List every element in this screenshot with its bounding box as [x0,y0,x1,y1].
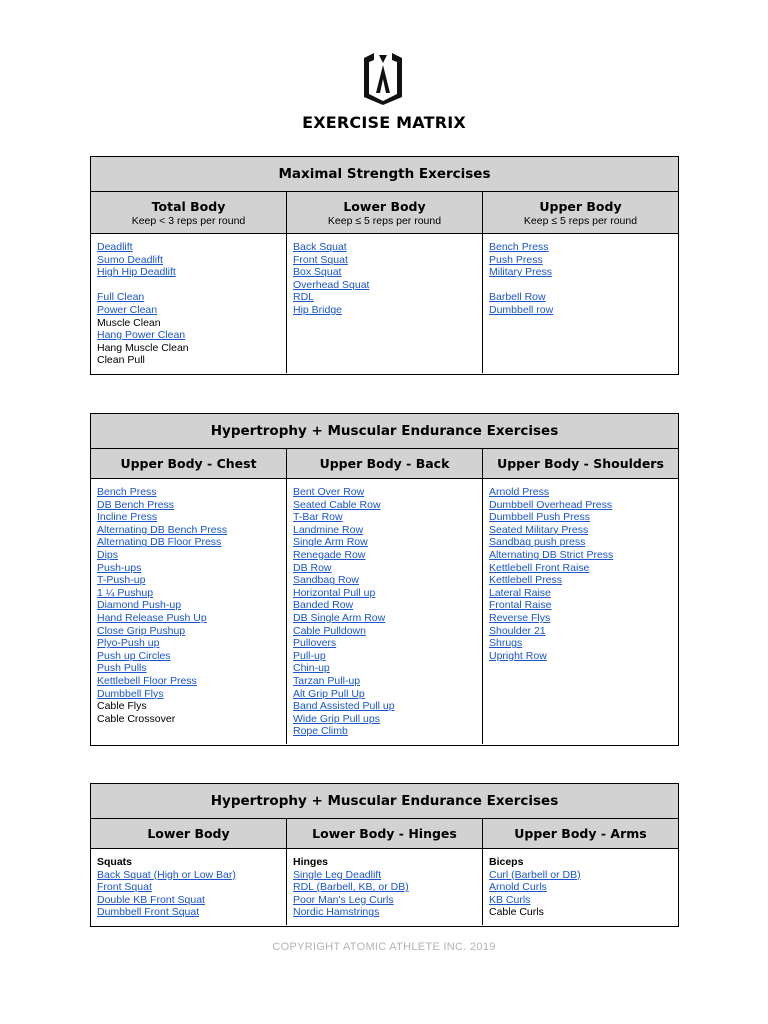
column-title: Upper Body [539,198,622,214]
column-title: Upper Body - Arms [514,826,647,841]
exercise-link[interactable]: Rope Climb [293,725,348,738]
exercise-link[interactable]: Nordic Hamstrings [293,906,380,919]
exercise-link[interactable]: Renegade Row [293,548,366,561]
exercise-link[interactable]: Incline Press [97,511,158,524]
exercise-link[interactable]: Push up Circles [97,649,171,662]
exercise-link[interactable]: Curl (Barbell or DB) [489,868,581,881]
exercise-link[interactable]: Alternating DB Floor Press [97,536,222,549]
column-headers [91,449,678,479]
exercise-link[interactable]: Push Press [489,253,543,266]
exercise-link[interactable]: Frontal Raise [489,599,552,612]
exercise-link[interactable]: Front Squat [97,881,152,894]
column-header-arms [482,819,678,849]
exercise-link[interactable]: Alternating DB Strict Press [489,548,614,561]
exercise-link[interactable]: Horizontal Pull up [293,586,376,599]
exercise-link[interactable]: Tarzan Pull-up [293,674,361,687]
column-header-hinges [286,819,482,849]
list-spacer [489,279,672,292]
column-header-lower-body [286,192,482,234]
document-title: EXERCISE MATRIX [302,113,466,132]
exercise-link[interactable]: Military Press [489,266,553,279]
exercise-link[interactable]: Push Pulls [97,662,147,675]
exercise-link[interactable]: Kettlebell Press [489,574,562,587]
exercise-link[interactable]: Hip Bridge [293,303,343,316]
exercise-link[interactable]: Poor Man's Leg Curls [293,893,394,906]
exercise-link[interactable]: Overhead Squat [293,278,370,291]
column-header-lower-body [91,819,286,849]
exercise-list [482,234,678,373]
exercise-link[interactable]: Seated Cable Row [293,498,381,511]
exercise-link[interactable]: Seated Military Press [489,523,589,536]
exercise-link[interactable]: T-Push-up [97,574,146,587]
exercise-link[interactable]: Dumbbell Flys [97,687,164,700]
exercise-link[interactable]: Push-ups [97,561,142,574]
hypertrophy-upper-section [90,413,679,746]
column-title: Total Body [151,198,226,214]
exercise-link[interactable]: Sandbag push press [489,536,586,549]
exercise-link[interactable]: Dumbbell Push Press [489,511,590,524]
exercise-link[interactable]: Cable Pulldown [293,624,366,637]
exercise-link[interactable]: KB Curls [489,893,531,906]
exercise-link[interactable]: T-Bar Row [293,511,343,524]
exercise-item: Cable Crossover [97,712,176,725]
column-headers [91,192,678,234]
section-title: Hypertrophy + Muscular Endurance Exercises [91,784,678,819]
column-subtitle: Keep ≤ 5 reps per round [523,214,638,227]
exercise-link[interactable]: Shrugs [489,637,523,650]
exercise-link[interactable]: Kettlebell Floor Press [97,674,197,687]
hypertrophy-lower-section [90,783,679,927]
group-label: Biceps [489,856,524,868]
exercise-link[interactable]: Barbell Row [489,291,546,304]
atomic-athlete-logo-icon [360,50,406,106]
exercise-list [286,234,482,373]
exercise-list [286,479,482,744]
exercise-item: Clean Pull [97,354,145,367]
column-title: Lower Body [343,198,426,214]
exercise-list [91,234,286,373]
list-spacer [97,279,280,292]
group-label: Hinges [293,856,329,868]
maximal-strength-section [90,156,679,375]
exercise-link[interactable]: Arnold Press [489,486,550,498]
exercise-link[interactable]: Alt Grip Pull Up [293,687,365,700]
exercise-link[interactable]: Close Grip Pushup [97,624,186,637]
exercise-link[interactable]: RDL (Barbell, KB, or DB) [293,881,409,894]
exercise-list [482,849,678,925]
exercise-link[interactable]: Kettlebell Front Raise [489,561,590,574]
exercise-link[interactable]: Single Leg Deadlift [293,868,382,881]
exercise-link[interactable]: Diamond Push-up [97,599,182,612]
exercise-link[interactable]: Band Assisted Pull up [293,700,395,713]
exercise-link[interactable]: Bench Press [489,241,549,253]
exercise-link[interactable]: Back Squat [293,241,347,253]
exercise-link[interactable]: Shoulder 21 [489,624,546,637]
exercise-link[interactable]: Pull-up [293,649,326,662]
exercise-link[interactable]: Pullovers [293,637,337,650]
exercise-item: Cable Flys [97,700,147,713]
column-title: Lower Body [147,826,230,841]
column-title: Upper Body - Back [319,456,450,471]
column-bodies [91,479,678,744]
exercise-item: Hang Muscle Clean [97,341,189,354]
exercise-link[interactable]: High Hip Deadlift [97,266,176,279]
exercise-link[interactable]: Dumbbell Front Squat [97,906,200,919]
exercise-link[interactable]: Dumbbell row [489,303,554,316]
exercise-link[interactable]: Lateral Raise [489,586,551,599]
exercise-link[interactable]: Front Squat [293,253,348,266]
exercise-link[interactable]: Chin-up [293,662,330,675]
exercise-link[interactable]: Double KB Front Squat [97,893,205,906]
exercise-list [91,849,286,925]
column-title: Upper Body - Shoulders [497,456,664,471]
exercise-link[interactable]: DB Bench Press [97,498,175,511]
column-subtitle: Keep < 3 reps per round [131,214,246,227]
exercise-list [482,479,678,744]
exercise-link[interactable]: Power Clean [97,303,158,316]
exercise-link[interactable]: DB Row [293,561,332,574]
exercise-list [286,849,482,925]
exercise-list [91,479,286,744]
exercise-item: Cable Curls [489,906,544,919]
exercise-link[interactable]: RDL [293,291,315,304]
exercise-link[interactable]: Upright Row [489,649,547,662]
exercise-link[interactable]: Banded Row [293,599,354,612]
exercise-link[interactable]: 1 ¼ Pushup [97,586,154,599]
exercise-link[interactable]: Full Clean [97,291,145,304]
exercise-link[interactable]: Dips [97,548,119,561]
exercise-link[interactable]: Reverse Flys [489,611,551,624]
exercise-link[interactable]: Bench Press [97,486,157,498]
column-header-total-body [91,192,286,234]
exercise-link[interactable]: Plyo-Push up [97,637,160,650]
exercise-link[interactable]: Deadlift [97,241,133,253]
exercise-link[interactable]: Back Squat (High or Low Bar) [97,868,236,881]
exercise-link[interactable]: Bent Over Row [293,486,365,498]
exercise-link[interactable]: Box Squat [293,266,342,279]
exercise-link[interactable]: Sumo Deadlift [97,253,163,266]
column-header-upper-body [482,192,678,234]
column-bodies [91,849,678,925]
exercise-link[interactable]: Landmine Row [293,523,364,536]
column-headers [91,819,678,849]
exercise-link[interactable]: Hand Release Push Up [97,611,207,624]
exercise-link[interactable]: Sandbag Row [293,574,359,587]
column-title: Lower Body - Hinges [312,826,457,841]
exercise-link[interactable]: Arnold Curls [489,881,547,894]
column-title: Upper Body - Chest [120,456,257,471]
group-label: Squats [97,856,133,868]
exercise-link[interactable]: DB Single Arm Row [293,611,386,624]
section-title: Maximal Strength Exercises [91,157,678,192]
column-subtitle: Keep ≤ 5 reps per round [327,214,442,227]
column-header-back [286,449,482,479]
exercise-link[interactable]: Wide Grip Pull ups [293,712,380,725]
exercise-link[interactable]: Single Arm Row [293,536,368,549]
exercise-item: Muscle Clean [97,316,161,329]
copyright-footer: COPYRIGHT ATOMIC ATHLETE INC. 2019 [272,941,496,953]
section-title: Hypertrophy + Muscular Endurance Exercises [91,414,678,449]
column-header-shoulders [482,449,678,479]
column-bodies [91,234,678,373]
exercise-link[interactable]: Dumbbell Overhead Press [489,498,613,511]
column-header-chest [91,449,286,479]
exercise-link[interactable]: Alternating DB Bench Press [97,523,228,536]
exercise-link[interactable]: Hang Power Clean [97,329,186,342]
